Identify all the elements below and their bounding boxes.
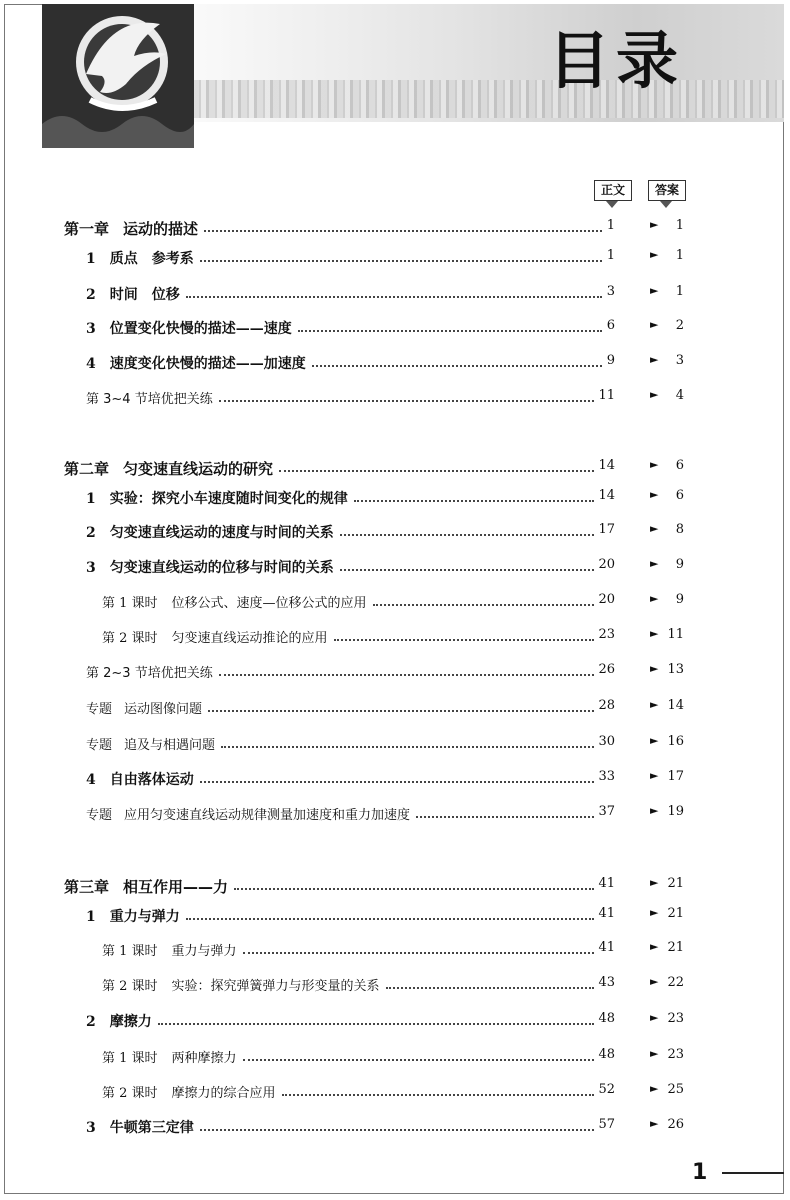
toc-page-number: 1 — [606, 248, 615, 263]
toc-entry-number: 第 1 课时 — [102, 596, 158, 611]
toc-entry-title: 实验：探究小车速度随时间变化的规律 — [109, 491, 348, 507]
eagle-logo — [42, 4, 194, 148]
toc-page-number: 28 — [598, 698, 615, 713]
toc-dot-leader — [354, 500, 595, 502]
toc-row[interactable] — [0, 940, 790, 966]
toc-page-number: 37 — [598, 804, 615, 819]
toc-entry-number: 1 — [86, 909, 96, 925]
toc-page-number: 43 — [598, 975, 615, 990]
toc-row[interactable] — [0, 627, 790, 653]
toc-dot-leader — [416, 816, 594, 818]
answer-arrow-icon: ► — [650, 218, 659, 231]
toc-entry-number: 1 — [86, 491, 96, 507]
toc-row[interactable] — [0, 1082, 790, 1108]
page-number: 1 — [692, 1160, 708, 1185]
toc-page-number: 20 — [598, 557, 615, 572]
toc-entry-title: 运动的描述 — [123, 220, 199, 238]
toc-answer-page: 21 — [667, 940, 684, 955]
column-tag-answer-pointer — [660, 201, 672, 208]
toc-dot-leader — [234, 888, 594, 890]
toc-answer-page: 2 — [675, 318, 684, 333]
toc-answer-page: 22 — [667, 975, 684, 990]
toc-entry-label — [102, 592, 367, 611]
answer-arrow-icon: ► — [650, 1082, 659, 1095]
toc-entry-label — [86, 906, 180, 926]
toc-answer-page: 23 — [667, 1047, 684, 1062]
toc-row[interactable] — [0, 388, 790, 414]
answer-arrow-icon: ► — [650, 1117, 659, 1130]
toc-entry-number: 第 2 课时 — [102, 631, 158, 646]
toc-answer-page: 17 — [667, 769, 684, 784]
toc-answer-page: 23 — [667, 1011, 684, 1026]
toc-entry-title: 匀变速直线运动的位移与时间的关系 — [109, 560, 334, 576]
toc-entry-title: 实验：探究弹簧弹力与形变量的关系 — [171, 979, 380, 994]
toc-dot-leader — [204, 230, 602, 232]
toc-dot-leader — [243, 1059, 595, 1061]
toc-entry-label — [86, 1117, 194, 1137]
toc-entry-title: 速度变化快慢的描述——加速度 — [109, 356, 306, 372]
answer-arrow-icon: ► — [650, 906, 659, 919]
toc-answer-page: 25 — [667, 1082, 684, 1097]
toc-answer-page: 21 — [667, 876, 684, 891]
toc-entry-number: 专题 — [86, 808, 113, 823]
toc-row[interactable] — [0, 906, 790, 932]
toc-entry-label — [86, 388, 213, 407]
toc-answer-page: 6 — [675, 488, 684, 503]
answer-arrow-icon: ► — [650, 522, 659, 535]
toc-page-number: 30 — [598, 734, 615, 749]
toc-answer-page: 8 — [675, 522, 684, 537]
toc-answer-page: 14 — [667, 698, 684, 713]
toc-page-number: 33 — [598, 769, 615, 784]
answer-arrow-icon: ► — [650, 698, 659, 711]
toc-entry-number: 2 — [86, 525, 96, 541]
toc-entry-title: 时间 位移 — [109, 287, 180, 303]
toc-dot-leader — [158, 1023, 595, 1025]
toc-dot-leader — [282, 1094, 595, 1096]
toc-dot-leader — [200, 1129, 595, 1131]
toc-entry-title: 匀变速直线运动的研究 — [123, 460, 274, 478]
answer-arrow-icon: ► — [650, 734, 659, 747]
answer-arrow-icon: ► — [650, 318, 659, 331]
answer-arrow-icon: ► — [650, 488, 659, 501]
toc-entry-title: 匀变速直线运动推论的应用 — [171, 631, 328, 646]
toc-entry-label — [102, 1082, 276, 1101]
toc-row[interactable] — [0, 662, 790, 688]
answer-arrow-icon: ► — [650, 458, 659, 471]
toc-entry-number: 专题 — [86, 738, 113, 753]
toc-page-number: 26 — [598, 662, 615, 677]
toc-entry-label — [86, 769, 194, 789]
toc-answer-page: 19 — [667, 804, 684, 819]
toc-entry-label — [86, 804, 410, 823]
toc-entry-number: 3 — [86, 1120, 96, 1136]
toc-entry-title: 位移公式、速度—位移公式的应用 — [171, 596, 367, 611]
toc-entry-title: 匀变速直线运动的速度与时间的关系 — [109, 525, 334, 541]
answer-arrow-icon: ► — [650, 876, 659, 889]
toc-entry-title: 相互作用——力 — [123, 878, 229, 896]
toc-entry-number: 3 — [86, 321, 96, 337]
toc-answer-page: 11 — [667, 627, 684, 642]
toc-entry-title: 两种摩擦力 — [171, 1051, 237, 1066]
toc-entry-title: 自由落体运动 — [109, 772, 194, 788]
toc-row[interactable] — [0, 1011, 790, 1037]
answer-arrow-icon: ► — [650, 940, 659, 953]
toc-answer-page: 13 — [667, 662, 684, 677]
toc-answer-page: 1 — [675, 284, 684, 299]
toc-entry-label — [102, 940, 237, 959]
toc-entry-label — [86, 284, 180, 304]
answer-arrow-icon: ► — [650, 248, 659, 261]
toc-dot-leader — [312, 365, 602, 367]
toc-dot-leader — [186, 296, 602, 298]
answer-arrow-icon: ► — [650, 353, 659, 366]
header-banner-texture — [190, 80, 784, 118]
toc-row[interactable] — [0, 804, 790, 830]
toc-page-number: 48 — [598, 1011, 615, 1026]
toc-dot-leader — [340, 569, 595, 571]
column-tag-main-pointer — [606, 201, 618, 208]
toc-entry-title: 摩擦力的综合应用 — [171, 1086, 276, 1101]
toc-dot-leader — [298, 330, 602, 332]
toc-page-number: 3 — [606, 284, 615, 299]
toc-entry-title: 摩擦力 — [109, 1014, 152, 1030]
toc-entry-number: 专题 — [86, 702, 113, 717]
toc-answer-page: 26 — [667, 1117, 684, 1132]
toc-entry-label — [64, 218, 198, 239]
toc-row[interactable] — [0, 522, 790, 548]
toc-row[interactable] — [0, 698, 790, 724]
toc-page-number: 14 — [598, 458, 615, 473]
toc-entry-number: 2 — [86, 287, 96, 303]
toc-answer-page: 9 — [675, 592, 684, 607]
toc-entry-label — [86, 734, 215, 753]
toc-dot-leader — [186, 918, 595, 920]
toc-entry-label — [64, 876, 228, 897]
toc-entry-label — [86, 353, 306, 373]
toc-entry-number: 第三章 — [64, 878, 110, 896]
toc-page-number: 20 — [598, 592, 615, 607]
toc-entry-title: 第 2~3 节培优把关练 — [86, 666, 213, 681]
answer-arrow-icon: ► — [650, 388, 659, 401]
toc-entry-label — [86, 698, 202, 717]
toc-entry-number: 4 — [86, 356, 96, 372]
toc-entry-label — [86, 1011, 152, 1031]
toc-dot-leader — [219, 400, 595, 402]
toc-entry-number: 第 2 课时 — [102, 1086, 158, 1101]
toc-answer-page: 3 — [675, 353, 684, 368]
toc-row[interactable] — [0, 734, 790, 760]
answer-arrow-icon: ► — [650, 1011, 659, 1024]
toc-page-number: 9 — [606, 353, 615, 368]
toc-entry-label — [86, 488, 348, 508]
toc-dot-leader — [386, 987, 595, 989]
toc-entry-label — [86, 662, 213, 681]
toc-dot-leader — [340, 534, 595, 536]
toc-page-number: 23 — [598, 627, 615, 642]
answer-arrow-icon: ► — [650, 804, 659, 817]
toc-dot-leader — [208, 710, 594, 712]
toc-answer-page: 6 — [675, 458, 684, 473]
toc-dot-leader — [200, 260, 602, 262]
answer-arrow-icon: ► — [650, 975, 659, 988]
toc-entry-number: 第 1 课时 — [102, 1051, 158, 1066]
toc-dot-leader — [200, 781, 595, 783]
toc-entry-label — [86, 522, 334, 542]
toc-entry-number: 第一章 — [64, 220, 110, 238]
toc-page-number: 11 — [598, 388, 615, 403]
toc-entry-label — [86, 557, 334, 577]
toc-page-number: 41 — [598, 906, 615, 921]
toc-answer-page: 1 — [675, 248, 684, 263]
toc-row[interactable] — [0, 975, 790, 1001]
answer-arrow-icon: ► — [650, 769, 659, 782]
answer-arrow-icon: ► — [650, 592, 659, 605]
toc-entry-title: 牛顿第三定律 — [109, 1120, 194, 1136]
toc-entry-label — [102, 975, 380, 994]
toc-entry-number: 3 — [86, 560, 96, 576]
toc-entry-label — [86, 248, 194, 268]
toc-answer-page: 21 — [667, 906, 684, 921]
answer-arrow-icon: ► — [650, 662, 659, 675]
toc-entry-label — [64, 458, 273, 479]
toc-row[interactable] — [0, 248, 790, 274]
toc-dot-leader — [219, 674, 595, 676]
toc-page-number: 52 — [598, 1082, 615, 1097]
toc-page-number: 17 — [598, 522, 615, 537]
toc-entry-label — [86, 318, 292, 338]
page-title: 目录 — [548, 24, 685, 97]
toc-entry-number: 4 — [86, 772, 96, 788]
toc-dot-leader — [221, 746, 594, 748]
toc-entry-number: 1 — [86, 251, 96, 267]
toc-dot-leader — [279, 470, 594, 472]
toc-row[interactable] — [0, 1117, 790, 1143]
toc-page-number: 48 — [598, 1047, 615, 1062]
toc-entry-title: 重力与弹力 — [109, 909, 180, 925]
toc-page-number: 6 — [606, 318, 615, 333]
toc-answer-page: 1 — [675, 218, 684, 233]
toc-row[interactable] — [0, 284, 790, 310]
toc-row[interactable] — [0, 769, 790, 795]
answer-arrow-icon: ► — [650, 627, 659, 640]
toc-entry-number: 第 2 课时 — [102, 979, 158, 994]
answer-arrow-icon: ► — [650, 1047, 659, 1060]
column-tag-answer: 答案 — [648, 180, 686, 201]
toc-entry-label — [102, 1047, 237, 1066]
toc-entry-title: 追及与相遇问题 — [124, 738, 216, 753]
toc-row[interactable] — [0, 353, 790, 379]
toc-row[interactable] — [0, 488, 790, 514]
toc-page-number: 1 — [606, 218, 615, 233]
toc-page-number: 41 — [598, 940, 615, 955]
toc-row[interactable] — [0, 318, 790, 344]
toc-row[interactable] — [0, 876, 790, 902]
toc-entry-label — [102, 627, 328, 646]
toc-entry-number: 2 — [86, 1014, 96, 1030]
toc-row[interactable] — [0, 557, 790, 583]
toc-entry-title: 应用匀变速直线运动规律测量加速度和重力加速度 — [124, 808, 411, 823]
toc-row[interactable] — [0, 592, 790, 618]
toc-answer-page: 16 — [667, 734, 684, 749]
toc-page-number: 41 — [598, 876, 615, 891]
toc-dot-leader — [243, 952, 595, 954]
toc-page-number: 14 — [598, 488, 615, 503]
toc-entry-number: 第二章 — [64, 460, 110, 478]
column-tag-main: 正文 — [594, 180, 632, 201]
toc-row[interactable] — [0, 218, 790, 244]
toc-entry-title: 运动图像问题 — [124, 702, 203, 717]
page-number-rule — [722, 1172, 784, 1174]
toc-entry-title: 位置变化快慢的描述——速度 — [109, 321, 292, 337]
toc-answer-page: 9 — [675, 557, 684, 572]
toc-page-number: 57 — [598, 1117, 615, 1132]
toc-row[interactable] — [0, 458, 790, 484]
toc-entry-title: 重力与弹力 — [171, 944, 237, 959]
toc-answer-page: 4 — [675, 388, 684, 403]
answer-arrow-icon: ► — [650, 284, 659, 297]
toc-entry-number: 第 1 课时 — [102, 944, 158, 959]
toc-dot-leader — [334, 639, 595, 641]
toc-entry-title: 第 3~4 节培优把关练 — [86, 392, 213, 407]
toc-dot-leader — [373, 604, 595, 606]
answer-arrow-icon: ► — [650, 557, 659, 570]
toc-row[interactable] — [0, 1047, 790, 1073]
toc-entry-title: 质点 参考系 — [109, 251, 194, 267]
